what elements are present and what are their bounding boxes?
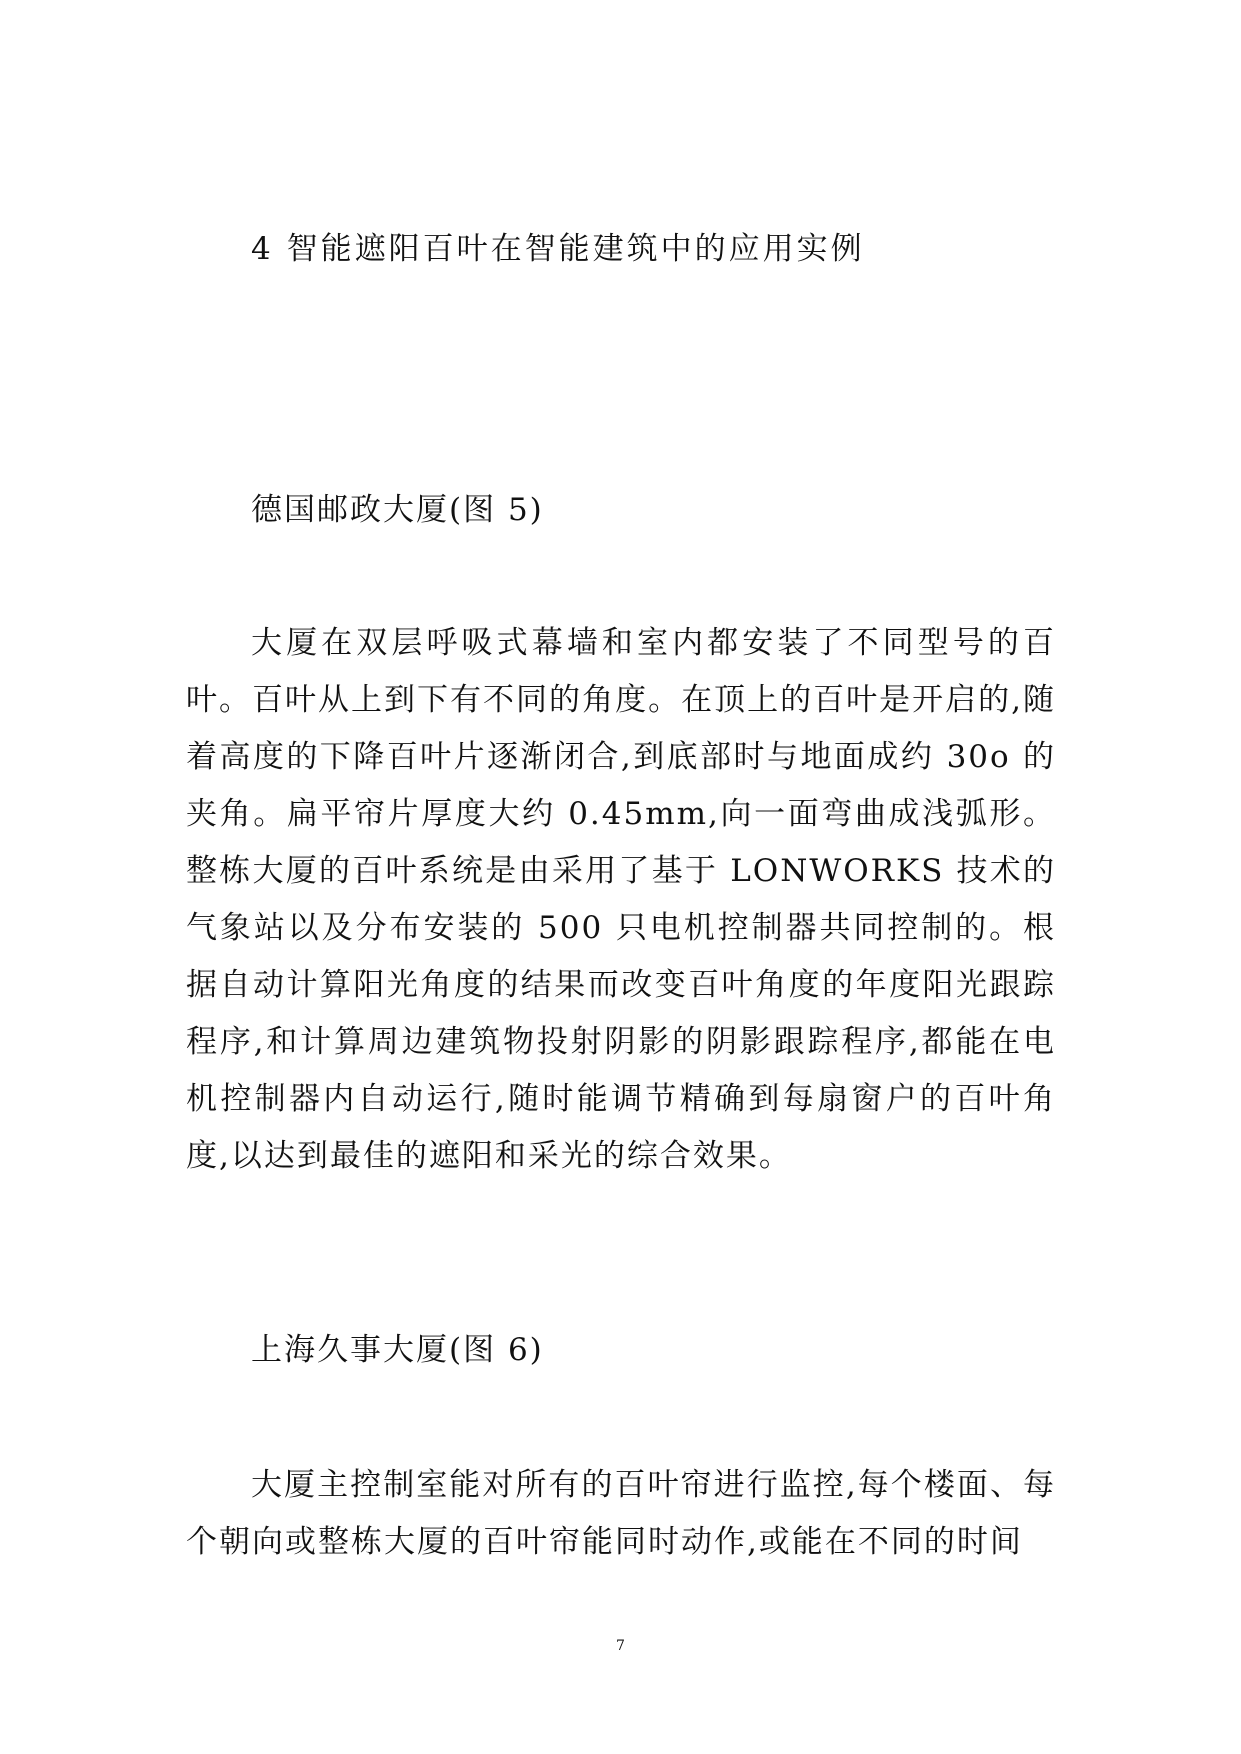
section-heading-germany-post-tower: 德国邮政大厦(图 5) (251, 492, 544, 528)
page-number: 7 (616, 1638, 625, 1654)
section-heading-shanghai-jiushi-tower: 上海久事大厦(图 6) (251, 1332, 544, 1368)
main-heading: 4 智能遮阳百叶在智能建筑中的应用实例 (251, 231, 865, 267)
section-body-germany-post-tower: 大厦在双层呼吸式幕墙和室内都安装了不同型号的百叶。百叶从上到下有不同的角度。在顶上的百叶是开启的,随着高度的下降百叶片逐渐闭合,到底部时与地面成约 30o 的夹角。扁平帘片厚度大约 0.45mm,向一面弯曲成浅弧形。整栋大厦的百叶系统是由采用了基于 LONWORKS 技术的气象站以及分布安装的 500 只电机控制器共同控制的。根据自动计算阳光角度的结果而改变百叶角度的年度阳光跟踪程序,和计算周边建筑物投射阴影的阴影跟踪程序,都能在电机控制器内自动运行,随时能调节精确到每扇窗户的百叶角度,以达到最佳的遮阳和采光的综合效果。 (186, 625, 1056, 1174)
section-body-shanghai-jiushi-tower: 大厦主控制室能对所有的百叶帘进行监控,每个楼面、每个朝向或整栋大厦的百叶帘能同时动作,或能在不同的时间 (186, 1467, 1056, 1560)
